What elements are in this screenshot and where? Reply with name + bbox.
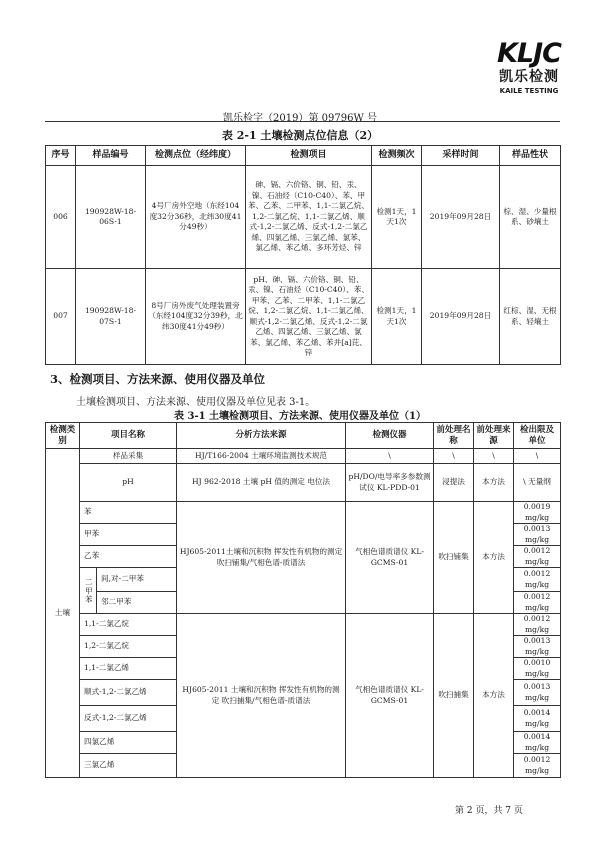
cell-nature: 棕、湿、少量根系、砂壤土 bbox=[500, 166, 561, 269]
cell-frequency: 检测1天，1天1次 bbox=[372, 166, 422, 269]
report-number: 凯乐检字（2019）第 09796W 号 bbox=[223, 113, 377, 124]
table-row bbox=[46, 502, 561, 524]
col-header: 检测仪器 bbox=[346, 423, 434, 449]
cell-limit: 0.0014 mg/kg bbox=[514, 706, 561, 732]
cell-item-name: 顺式-1,2-二氯乙烯 bbox=[80, 680, 177, 706]
cell-item-name: 反式-1,2-二氯乙烯 bbox=[80, 706, 177, 732]
col-header: 检测项目 bbox=[246, 146, 372, 166]
cell-item-name: 样品采集 bbox=[80, 449, 177, 464]
cell-method: HJ/T166-2004 土壤环境监测技术规范 bbox=[177, 449, 346, 464]
cell-limit: 0.0014 mg/kg bbox=[514, 732, 561, 754]
col-header: 检测点位（经纬度） bbox=[146, 146, 246, 166]
cell-item-name: 1,2-二氯乙烷 bbox=[80, 636, 177, 658]
cell-location: 4号厂房外空地（东经104度32分36秒，北纬30度41分49秒） bbox=[146, 166, 246, 269]
cell-no: 006 bbox=[46, 166, 76, 269]
cell-location: 8号厂房外废气处理装置旁（东经104度32分39秒，北纬30度41分49秒） bbox=[146, 269, 246, 365]
cell-method: HJ605-2011土壤和沉积物 挥发性有机物的测定 吹扫铺集/气相色谱-质谱法 bbox=[177, 502, 346, 614]
cell-pre-name: 吹扫捕集 bbox=[434, 614, 474, 778]
col-header: 样品编号 bbox=[76, 146, 146, 166]
col-header: 采样时间 bbox=[422, 146, 500, 166]
col-header: 前处理名称 bbox=[434, 423, 474, 449]
cell-sample-id: 190928W-18-07S-1 bbox=[76, 269, 146, 365]
col-header: 检出限及单位 bbox=[514, 423, 561, 449]
cell-item-name: 三氯乙烯 bbox=[80, 754, 177, 778]
page-footer: 第 2 页，共 7 页 bbox=[455, 806, 523, 816]
table-row bbox=[46, 166, 561, 269]
cell-instrument: 气相色谱质谱仪 KL-GCMS-01 bbox=[346, 502, 434, 614]
cell-pre-source: 本方法 bbox=[474, 502, 514, 614]
table-row bbox=[46, 464, 561, 502]
col-header: 分析方法来源 bbox=[177, 423, 346, 449]
cell-limit: 0.0013 mg/kg bbox=[514, 636, 561, 658]
cell-pre-source: 本方法 bbox=[474, 464, 514, 502]
cell-test-items: 砷、镉、六价铬、铜、铅、汞、镍、石油烃（C10-C40）、苯、甲苯、乙苯、二甲苯、1,1-二氯乙烷、1,2-二氯乙烷、1,1-二氯乙烯、顺式-1,2-二氯乙烯、反式-1,2-二氯乙烯、四氯乙烯、三氯乙烯、氯苯、氯乙烯、苯乙烯、多环芳烃、锌 bbox=[246, 166, 372, 269]
section-3-heading: 3、检测项目、方法来源、使用仪器及单位 bbox=[50, 372, 265, 386]
cell-instrument: 气相色谱质谱仪 KL-GCMS-01 bbox=[346, 614, 434, 778]
table-row bbox=[46, 614, 561, 636]
table-header-row bbox=[46, 146, 561, 166]
col-header: 序号 bbox=[46, 146, 76, 166]
col-header: 前处理来源 bbox=[474, 423, 514, 449]
col-header: 检测频次 bbox=[372, 146, 422, 166]
cell-item-name: 甲苯 bbox=[80, 524, 177, 546]
cell-item-name: 1,1-二氯乙烷 bbox=[80, 614, 177, 636]
company-logo bbox=[486, 40, 572, 112]
cell-sampling-time: 2019年09月28日 bbox=[422, 166, 500, 269]
cell-sampling-time: 2019年09月28日 bbox=[422, 269, 500, 365]
cell-pre-name: 吹扫铺集 bbox=[434, 502, 474, 614]
table-2-1 bbox=[45, 145, 561, 365]
cell-limit: 0.0012 mg/kg bbox=[514, 546, 561, 568]
header-divider bbox=[45, 121, 560, 122]
cell-item-name: 间,对-二甲苯 bbox=[97, 568, 177, 592]
cell-item-name: pH bbox=[80, 464, 177, 502]
cell-limit: \ 无量纲 bbox=[514, 464, 561, 502]
cell-limit: 0.0012 mg/kg bbox=[514, 614, 561, 636]
cell-limit: 0.0010 mg/kg bbox=[514, 658, 561, 680]
cell-item-name: 四氯乙烯 bbox=[80, 732, 177, 754]
cell-sample-id: 190928W-18-06S-1 bbox=[76, 166, 146, 269]
table-3-1-title: 表 3-1 土壤检测项目、方法来源、使用仪器及单位（1） bbox=[174, 411, 426, 422]
cell-item-name: 乙苯 bbox=[80, 546, 177, 568]
cell-item-name: 苯 bbox=[80, 502, 177, 524]
table-header-row bbox=[46, 423, 561, 449]
logo-english-name: KAILE TESTING bbox=[499, 87, 559, 95]
cell-instrument: pH/DO/电导率多参数测试仪 KL-PDD-01 bbox=[346, 464, 434, 502]
cell-xylene-group-label: 二甲苯 bbox=[80, 568, 97, 614]
col-header: 检测类别 bbox=[46, 423, 80, 449]
cell-nature: 红棕、湿、无根系、轻壤土 bbox=[500, 269, 561, 365]
cell-pre-source: 本方法 bbox=[474, 614, 514, 778]
cell-limit: 0.0013 mg/kg bbox=[514, 524, 561, 546]
cell-no: 007 bbox=[46, 269, 76, 365]
cell-pre-name: \ bbox=[434, 449, 474, 464]
cell-method: HJ605-2011 土壤和沉积物 挥发性有机物的测定 吹扫捕集/气相色谱-质谱法 bbox=[177, 614, 346, 778]
col-header: 样品性状 bbox=[500, 146, 561, 166]
logo-mark: KLJC bbox=[497, 38, 561, 69]
table-row bbox=[46, 269, 561, 365]
col-header: 项目名称 bbox=[80, 423, 177, 449]
cell-item-name: 邻二甲苯 bbox=[97, 592, 177, 614]
cell-method: HJ 962-2018 土壤 pH 值的测定 电位法 bbox=[177, 464, 346, 502]
cell-limit: 0.0012 mg/kg bbox=[514, 592, 561, 614]
logo-chinese-name: 凯乐检测 bbox=[499, 69, 559, 85]
cell-limit: 0.0012 mg/kg bbox=[514, 568, 561, 592]
cell-test-items: pH、砷、镉、六价铬、铜、铅、汞、镍、石油烃（C10-C40）、苯、甲苯、乙苯、二甲苯、1,1-二氯乙烷、1,2-二氯乙烷、1,1-二氯乙烯、顺式-1,2-二氯乙烯、反式-1,2-二氯乙烯、四氯乙烯、三氯乙烯、氯苯、氯乙烯、苯乙烯、苯并[a]芘、锌 bbox=[246, 269, 372, 365]
cell-pre-source: \ bbox=[474, 449, 514, 464]
table-3-1 bbox=[45, 422, 561, 778]
table-row bbox=[46, 449, 561, 464]
cell-frequency: 检测1天，1天1次 bbox=[372, 269, 422, 365]
section-3-description: 土壤检测项目、方法来源、使用仪器及单位见表 3-1。 bbox=[76, 397, 316, 408]
cell-pre-name: 浸提法 bbox=[434, 464, 474, 502]
cell-limit: 0.0012 mg/kg bbox=[514, 754, 561, 778]
cell-instrument: \ bbox=[346, 449, 434, 464]
table-2-1-title: 表 2-1 土壤检测点位信息（2） bbox=[221, 129, 379, 142]
cell-limit: \ bbox=[514, 449, 561, 464]
cell-limit: 0.0019 mg/kg bbox=[514, 502, 561, 524]
cell-category: 土壤 bbox=[46, 449, 80, 778]
cell-limit: 0.0013 mg/kg bbox=[514, 680, 561, 706]
cell-item-name: 1,1-二氯乙烯 bbox=[80, 658, 177, 680]
